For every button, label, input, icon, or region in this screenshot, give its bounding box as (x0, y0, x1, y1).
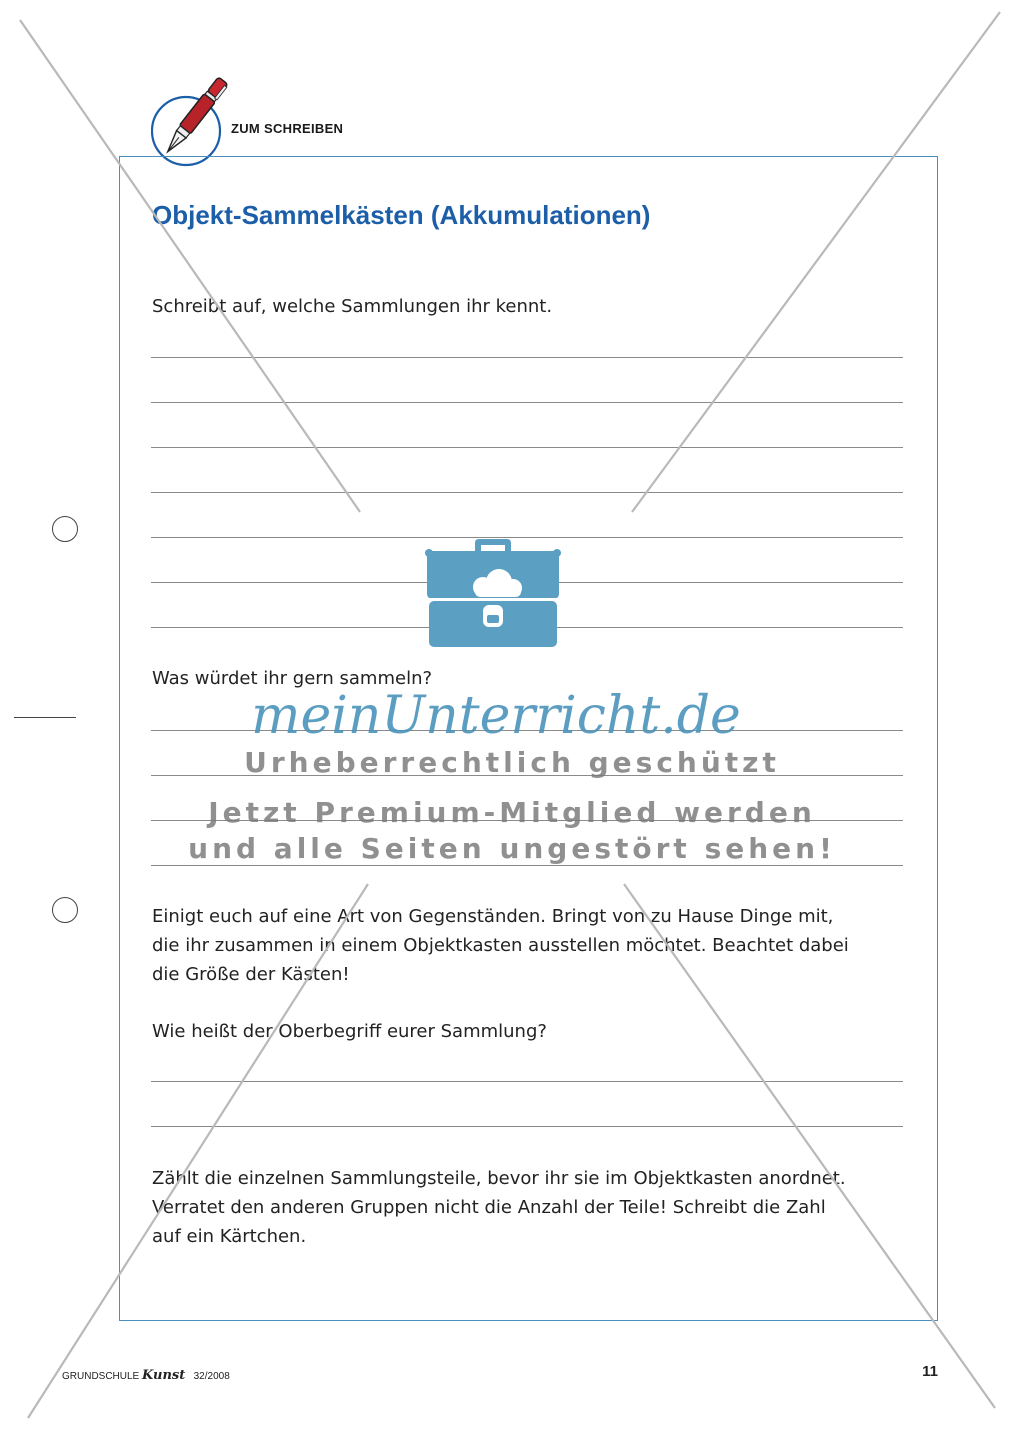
footer-brand: Kunst (142, 1368, 186, 1383)
page-title: Objekt-Sammelkästen (Akkumulationen) (152, 200, 651, 230)
writing-line[interactable] (151, 447, 903, 448)
footer-series: GRUNDSCHULE (62, 1371, 140, 1382)
briefcase-cloud-icon (423, 537, 563, 649)
watermark-premium: Jetzt Premium-Mitglied werden (208, 796, 816, 829)
fold-mark (14, 717, 76, 718)
writing-line[interactable] (151, 402, 903, 403)
watermark-copyright: Urheberrechtlich geschützt (244, 746, 780, 779)
section-label: ZUM SCHREIBEN (231, 121, 344, 136)
instruction-line-2: die ihr zusammen in einem Objektkasten ausstellen möchtet. Beachtet dabei (152, 935, 849, 956)
instruction-line-3: die Größe der Kästen! (152, 964, 350, 985)
writing-line[interactable] (151, 865, 903, 866)
fountain-pen-icon (151, 70, 241, 170)
brand-logo-watermark (236, 675, 756, 755)
brand-logo-text: meinUnterricht.de (251, 686, 741, 746)
closing-line-2: Verratet den anderen Gruppen nicht die Anzahl der Teile! Schreibt die Zahl (152, 1197, 826, 1218)
instruction-line-1: Einigt euch auf eine Art von Gegenständen. Bringt von zu Hause Dinge mit, (152, 906, 834, 927)
page-number: 11 (922, 1363, 938, 1380)
punch-hole-top (52, 516, 78, 542)
punch-hole-bottom (52, 897, 78, 923)
prompt-wish-collection: Was würdet ihr gern sammeln? (152, 668, 433, 689)
prompt-known-collections: Schreibt auf, welche Sammlungen ihr kennt. (152, 296, 553, 317)
writing-line[interactable] (151, 1126, 903, 1127)
closing-line-3: auf ein Kärtchen. (152, 1226, 307, 1247)
footer-publication (62, 1368, 230, 1383)
writing-line[interactable] (151, 357, 903, 358)
prompt-generic-term: Wie heißt der Oberbegriff eurer Sammlung? (152, 1021, 547, 1042)
writing-line[interactable] (151, 492, 903, 493)
footer-issue: 32/2008 (193, 1371, 230, 1382)
writing-line[interactable] (151, 1081, 903, 1082)
closing-line-1: Zählt die einzelnen Sammlungsteile, bevor ihr sie im Objektkasten anordnet. (152, 1168, 846, 1189)
watermark-see-all: und alle Seiten ungestört sehen! (188, 832, 836, 865)
